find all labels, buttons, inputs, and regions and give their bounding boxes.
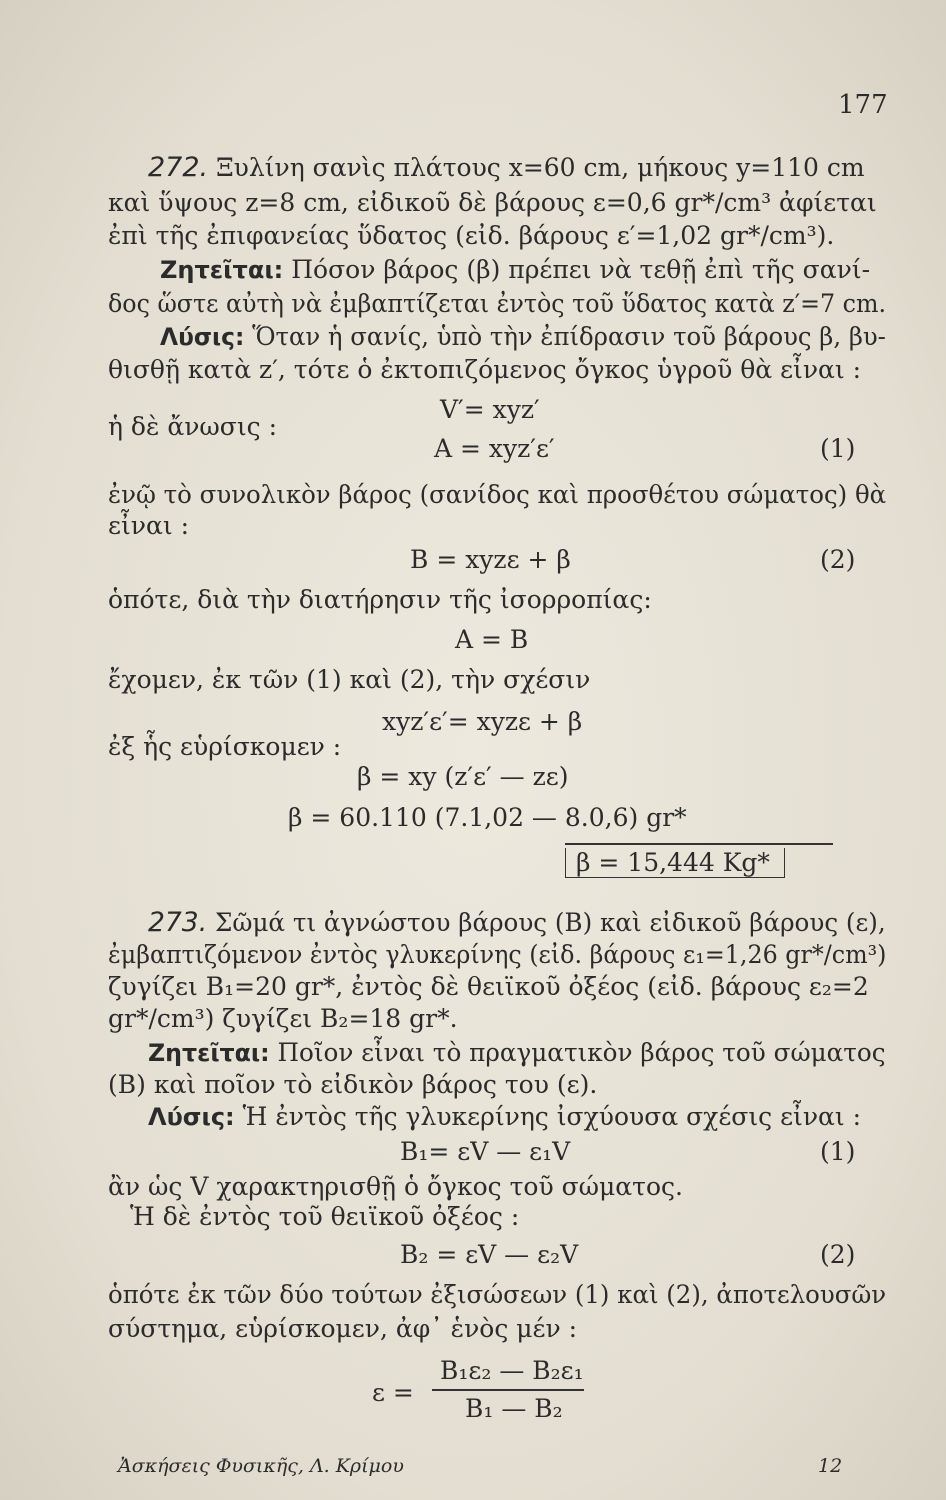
lysis-label: Λύσις: <box>160 323 245 351</box>
problem-273-line-2: ἐμβαπτιζόμενον ἐντὸς γλυκερίνης (εἰδ. βάρους ε₁=1,26 gr*/cm³) <box>108 940 887 969</box>
equation-ab: A = B <box>455 625 529 654</box>
equation-relation: xyz′ε′= xyzε + β <box>382 707 583 736</box>
footer-title: Ἀσκήσεις Φυσικῆς, Λ. Κρίμου <box>118 1455 404 1477</box>
footer-signature: 12 <box>818 1455 843 1477</box>
problem-273-line-7 <box>148 1102 861 1132</box>
problem-273-line-11: σύστημα, εὑρίσκομεν, ἀφ᾿ ἑνὸς μέν : <box>108 1314 578 1343</box>
equation-273-tag-1: (1) <box>820 1137 856 1166</box>
equation-tag-1: (1) <box>820 434 856 463</box>
equation-273-1: B₁= εV — ε₁V <box>400 1137 571 1166</box>
problem-272-line-6 <box>160 322 886 352</box>
equation-b: B = xyzε + β <box>410 545 571 574</box>
problem-272-line-4 <box>160 255 870 285</box>
problem-272-number: 272. <box>148 152 209 183</box>
result-rule <box>565 843 833 845</box>
fraction-lhs: ε = <box>372 1378 414 1407</box>
fraction-denominator: B₁ — B₂ <box>465 1394 563 1423</box>
problem-273-line-3: ζυγίζει B₁=20 gr*, ἐντὸς δὲ θειϊκοῦ ὀξέος (εἰδ. βάρους ε₂=2 <box>108 972 869 1001</box>
problem-273-line-6: (B) καὶ ποῖον τὸ εἰδικὸν βάρος του (ε). <box>108 1070 598 1099</box>
problem-272-text-6: Ὅταν ἡ σανίς, ὑπὸ τὴν ἐπίδρασιν τοῦ βάρους β, βυ- <box>252 322 886 351</box>
problem-273-line-5 <box>148 1038 886 1068</box>
problem-272-line-9: ἐνῷ τὸ συνολικὸν βάρος (σανίδος καὶ προσθέτου σώματος) θὰ <box>108 480 887 509</box>
result-value: β = 15,444 Kg* <box>565 848 785 878</box>
problem-272-line-10: εἶναι : <box>108 511 190 540</box>
equation-273-tag-2: (2) <box>820 1240 856 1269</box>
problem-273-text-5: Ποῖον εἶναι τὸ πραγματικὸν βάρος τοῦ σώματος <box>277 1038 886 1067</box>
problem-273-line-8: ἂν ὡς V χαρακτηρισθῇ ὁ ὄγκος τοῦ σώματος. <box>108 1172 683 1201</box>
problem-272-line-7: θισθῇ κατὰ z′, τότε ὁ ἐκτοπιζόμενος ὄγκος ὑγροῦ θὰ εἶναι : <box>108 355 862 384</box>
equation-a: A = xyz′ε′ <box>434 434 555 463</box>
lysis-label-273: Λύσις: <box>148 1103 235 1131</box>
problem-272-line-13: ἐξ ἧς εὑρίσκομεν : <box>108 732 342 761</box>
equation-beta: β = xy (z′ε′ — zε) <box>357 762 569 791</box>
problem-272-line-5: δος ὥστε αὐτὴ νὰ ἐμβαπτίζεται ἐντὸς τοῦ ὕδατος κατὰ z′=7 cm. <box>108 289 887 318</box>
problem-272-line-11: ὁπότε, διὰ τὴν διατήρησιν τῆς ἰσορροπίας: <box>108 585 652 614</box>
problem-273-text-7: Ἡ ἐντὸς τῆς γλυκερίνης ἰσχύουσα σχέσις εἶναι : <box>242 1102 862 1131</box>
problem-273-line-10: ὁπότε ἐκ τῶν δύο τούτων ἐξισώσεων (1) καὶ (2), ἀποτελουσῶν <box>108 1280 887 1309</box>
zitei-label: Ζητεῖται: <box>160 256 284 284</box>
problem-272-line-2: καὶ ὕψους z=8 cm, εἰδικοῦ δὲ βάρους ε=0,6 gr*/cm³ ἀφίεται <box>108 188 877 217</box>
problem-273-number: 273. <box>148 907 208 938</box>
result-box <box>565 848 785 878</box>
problem-272-line-12: ἔχομεν, ἐκ τῶν (1) καὶ (2), τὴν σχέσιν <box>108 665 591 694</box>
equation-tag-2: (2) <box>820 545 856 574</box>
fraction-numerator: B₁ε₂ — B₂ε₁ <box>440 1356 584 1385</box>
problem-273-line-4: gr*/cm³) ζυγίζει B₂=18 gr*. <box>108 1004 458 1033</box>
problem-272-text-4: Πόσον βάρος (β) πρέπει νὰ τεθῇ ἐπὶ τῆς σανί- <box>291 255 871 284</box>
problem-273-line-1 <box>148 908 886 938</box>
problem-272-line-1 <box>148 153 865 183</box>
problem-272-line-8: ἡ δὲ ἄνωσις : <box>108 412 278 441</box>
problem-273-text-1: Σῶμά τι ἀγνώστου βάρους (B) καὶ εἰδικοῦ βάρους (ε), <box>214 908 886 937</box>
fraction-bar <box>432 1389 584 1391</box>
equation-273-2: B₂ = εV — ε₂V <box>400 1240 579 1269</box>
equation-numeric: β = 60.110 (7.1,02 — 8.0,6) gr* <box>288 803 687 832</box>
equation-v: V′= xyz′ <box>440 395 540 424</box>
problem-272-text-1: Ξυλίνη σανὶς πλάτους x=60 cm, μήκους y=110 cm <box>216 153 865 182</box>
page-number: 177 <box>838 90 888 120</box>
problem-273-line-9: Ἡ δὲ ἐντὸς τοῦ θειϊκοῦ ὀξέος : <box>130 1202 520 1231</box>
problem-272-line-3: ἐπὶ τῆς ἐπιφανείας ὕδατος (εἰδ. βάρους ε′=1,02 gr*/cm³). <box>108 221 835 250</box>
zitei-label-273: Ζητεῖται: <box>148 1039 270 1067</box>
